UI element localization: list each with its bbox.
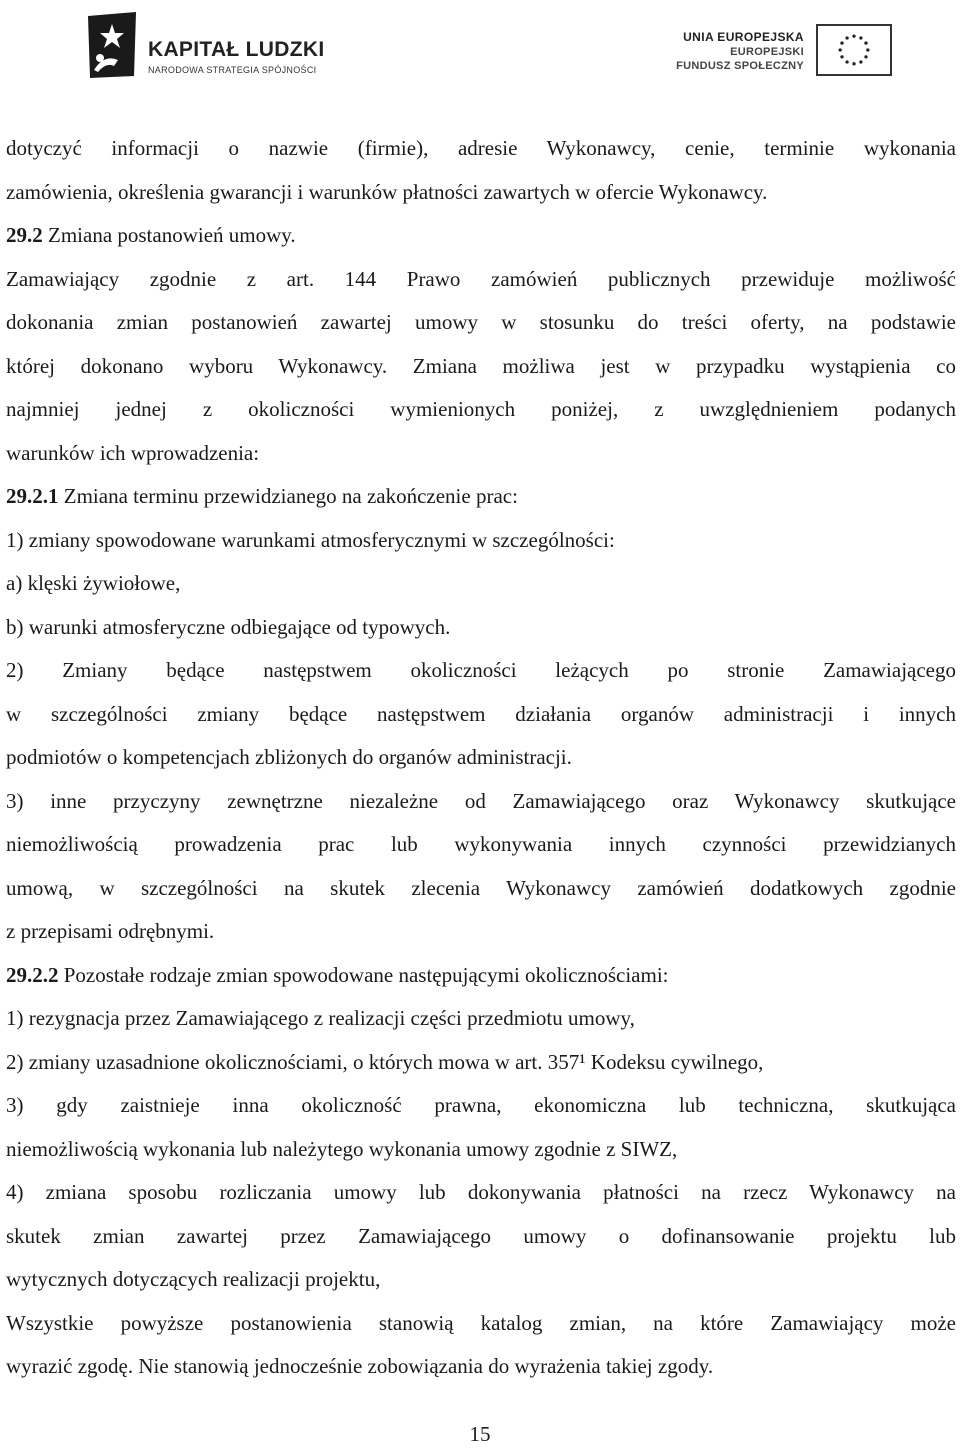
text-line xyxy=(6,693,956,737)
line-text: Zamawiający zgodnie z art. 144 Prawo zamówień publicznych przewiduje możliwość xyxy=(6,266,956,291)
text-line xyxy=(6,823,956,867)
line-text: 2) Zmiany będące następstwem okoliczności leżących po stronie Zamawiającego xyxy=(6,658,956,682)
text-line xyxy=(6,475,956,519)
eu-logo xyxy=(668,24,892,84)
section-number: 29.2.1 xyxy=(6,484,59,508)
text-line xyxy=(6,562,956,606)
eu-star xyxy=(838,48,841,51)
eu-star xyxy=(866,48,869,51)
line-text: 1) rezygnacja przez Zamawiającego z realizacji części przedmiotu umowy, xyxy=(6,1006,635,1030)
text-line xyxy=(6,954,956,998)
section-number: 29.2.2 xyxy=(6,962,59,987)
line-text: z przepisami odrębnymi. xyxy=(6,919,215,943)
kapital-ludzki-emblem-icon xyxy=(84,10,140,80)
eu-star xyxy=(840,41,843,44)
eu-star xyxy=(859,60,862,63)
line-text: najmniej jednej z okoliczności wymienionych poniżej, z uwzględnieniem podanych xyxy=(6,397,956,421)
text-line xyxy=(6,606,956,650)
line-text: Pozostałe rodzaje zmian spowodowane następującymi okolicznościami: xyxy=(58,962,669,987)
text-line xyxy=(6,1041,956,1085)
line-text: 3) gdy zaistnieje inna okoliczność prawna, ekonomiczna lub techniczna, skutkująca xyxy=(6,1093,956,1117)
line-text: zamówienia, określenia gwarancji i warunków płatności zawartych w ofercie Wykonawcy. xyxy=(6,179,768,204)
text-line xyxy=(6,1084,956,1128)
text-line xyxy=(6,910,956,954)
line-text: Zmiana postanowień umowy. xyxy=(42,223,296,247)
left-logo-subtitle: NARODOWA STRATEGIA SPÓJNOŚCI xyxy=(148,65,317,75)
line-text: niemożliwością wykonania lub należytego wykonania umowy zgodnie z SIWZ, xyxy=(6,1136,678,1161)
left-logo-title: KAPITAŁ LUDZKI xyxy=(148,38,325,61)
text-line xyxy=(6,1258,956,1302)
text-line xyxy=(6,780,956,824)
line-text: 2) zmiany uzasadnione okolicznościami, o których mowa w art. 357¹ Kodeksu cywilnego, xyxy=(6,1049,764,1074)
text-line xyxy=(6,519,956,563)
text-line xyxy=(6,1302,956,1346)
page-number: 15 xyxy=(469,1422,491,1446)
line-text: Zmiana terminu przewidzianego na zakończenie prac: xyxy=(58,484,518,508)
eu-flag-icon xyxy=(816,24,892,76)
line-text: skutek zmian zawartej przez Zamawiającego umowy o dofinansowanie projektu lub xyxy=(6,1223,956,1248)
line-text: Wszystkie powyższe postanowienia stanowią katalog zmian, na które Zamawiający może xyxy=(6,1310,956,1335)
text-line xyxy=(6,1128,956,1172)
line-text: b) warunki atmosferyczne odbiegające od typowych. xyxy=(6,614,451,639)
line-text: 4) zmiana sposobu rozliczania umowy lub dokonywania płatności na rzecz Wykonawcy na xyxy=(6,1180,956,1204)
eu-star xyxy=(864,55,867,58)
line-text: w szczególności zmiany będące następstwem działania organów administracji i innych xyxy=(6,701,956,726)
eu-star xyxy=(852,34,855,37)
text-line xyxy=(6,432,956,476)
line-text: warunków ich wprowadzenia: xyxy=(6,440,260,465)
line-text: dotyczyć informacji o nazwie (firmie), adresie Wykonawcy, cenie, terminie wykonania xyxy=(6,136,956,160)
text-line xyxy=(6,997,956,1041)
eu-star xyxy=(859,36,862,39)
line-text: wytycznych dotyczących realizacji projektu, xyxy=(6,1267,381,1291)
kapital-ludzki-logo xyxy=(84,10,364,84)
text-line xyxy=(6,301,956,345)
text-line xyxy=(6,127,956,171)
line-text: dokonania zmian postanowień zawartej umowy w stosunku do treści oferty, na podstawie xyxy=(6,310,956,334)
line-text: a) klęski żywiołowe, xyxy=(6,571,181,595)
eu-star xyxy=(845,60,848,63)
eu-logo-line1: UNIA EUROPEJSKA xyxy=(683,30,804,44)
eu-star xyxy=(864,41,867,44)
text-line xyxy=(6,1171,956,1215)
line-text: podmiotów o kompetencjach zbliżonych do organów administracji. xyxy=(6,745,572,769)
line-text: umową, w szczególności na skutek zlecenia Wykonawcy zamówień dodatkowych zgodnie xyxy=(6,875,956,900)
page-header xyxy=(0,0,960,100)
text-line xyxy=(6,867,956,911)
line-text: niemożliwością prowadzenia prac lub wykonywania innych czynności przewidzianych xyxy=(6,832,956,856)
text-line xyxy=(6,1345,956,1389)
eu-star xyxy=(840,55,843,58)
eu-logo-line2: EUROPEJSKI xyxy=(730,46,804,58)
text-line xyxy=(6,736,956,780)
eu-logo-line3: FUNDUSZ SPOŁECZNY xyxy=(676,60,804,72)
line-text: 1) zmiany spowodowane warunkami atmosferycznymi w szczególności: xyxy=(6,527,615,552)
line-text: wyrazić zgodę. Nie stanowią jednocześnie zobowiązania do wyrażenia takiej zgody. xyxy=(6,1354,714,1378)
text-line xyxy=(6,171,956,215)
text-line xyxy=(6,214,956,258)
section-number: 29.2 xyxy=(6,223,43,247)
text-line xyxy=(6,345,956,389)
line-text: 3) inne przyczyny zewnętrzne niezależne od Zamawiającego oraz Wykonawcy skutkujące xyxy=(6,788,956,813)
text-line xyxy=(6,388,956,432)
text-line xyxy=(6,649,956,693)
eu-star xyxy=(852,62,855,65)
eu-star xyxy=(845,36,848,39)
text-line xyxy=(6,258,956,302)
document-body xyxy=(6,127,956,1389)
line-text: której dokonano wyboru Wykonawcy. Zmiana możliwa jest w przypadku wystąpienia co xyxy=(6,353,956,378)
text-line xyxy=(6,1215,956,1259)
